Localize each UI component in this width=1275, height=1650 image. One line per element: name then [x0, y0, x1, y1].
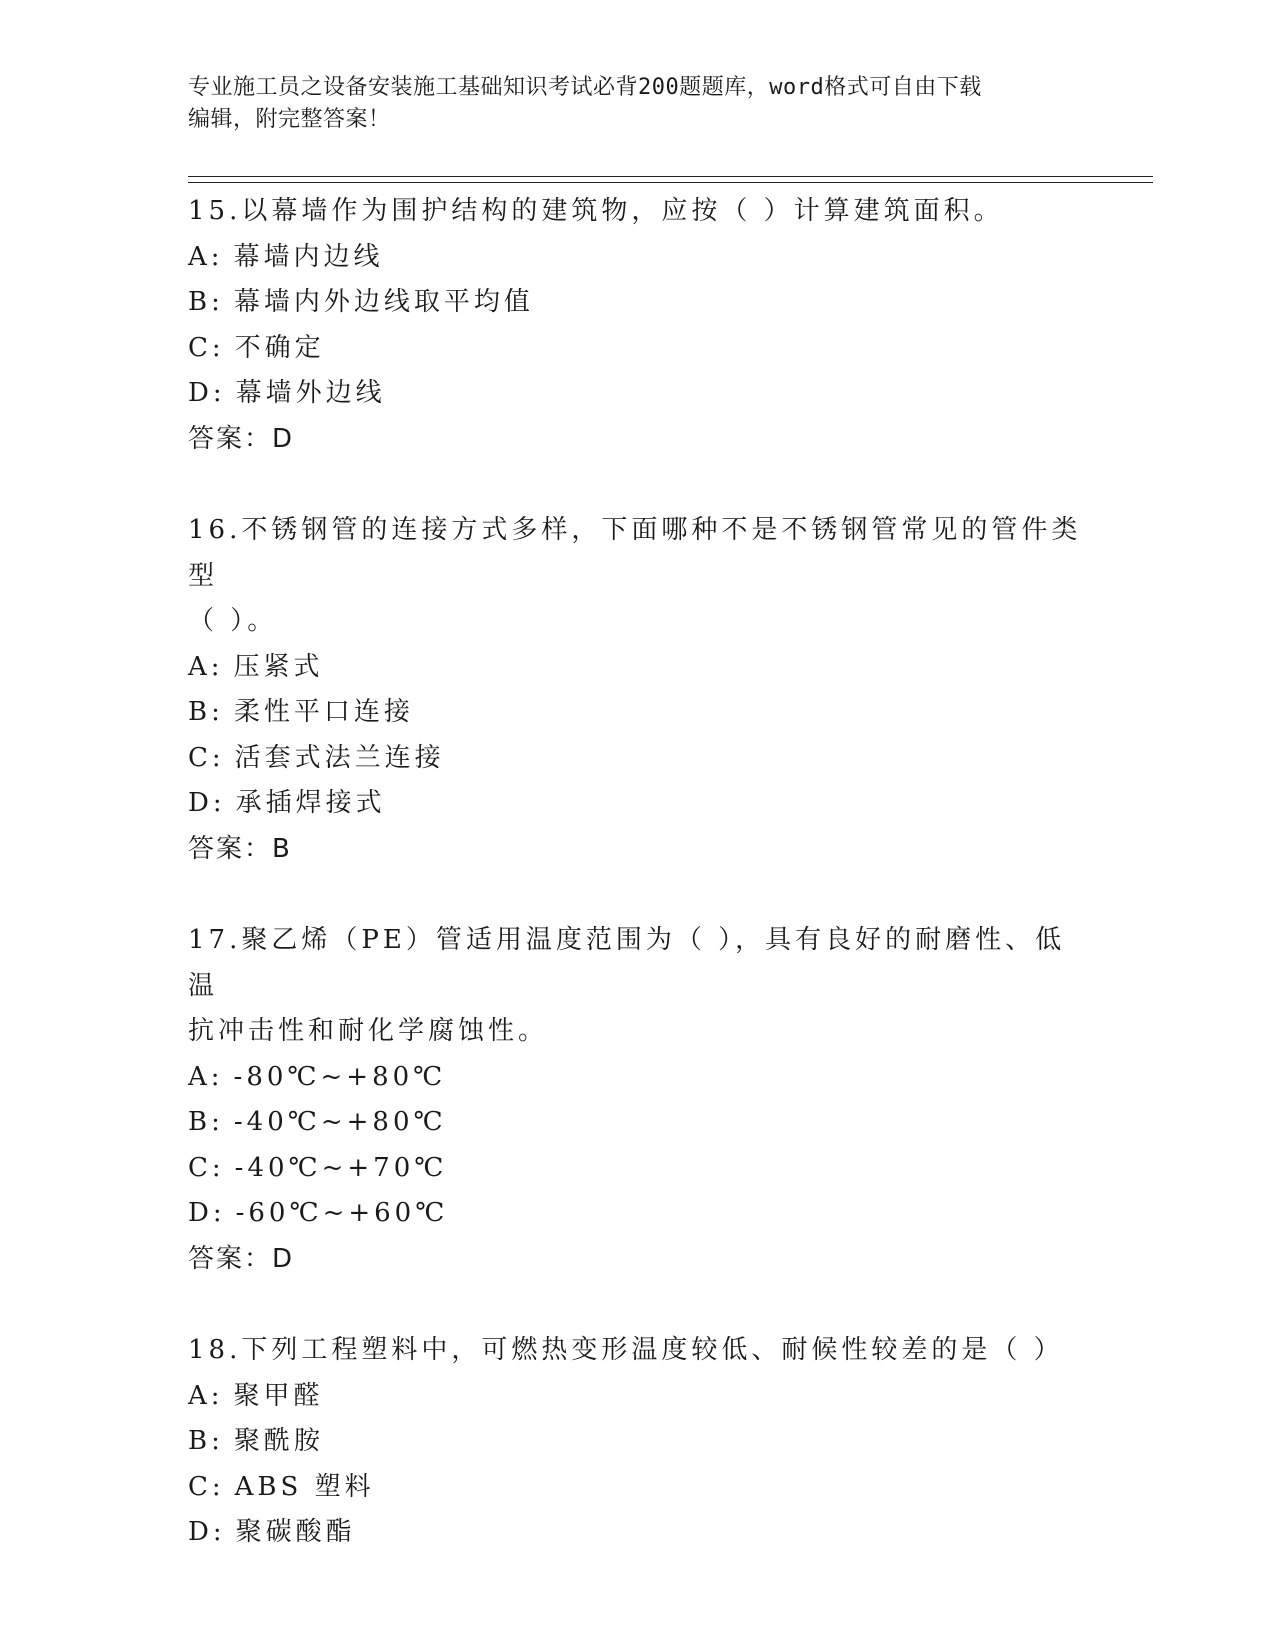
answer-label: 答案：D — [188, 1243, 295, 1274]
option-key: D: — [188, 378, 226, 408]
option-d — [188, 371, 1088, 417]
option-key: A: — [188, 1380, 224, 1411]
option-key: A: — [188, 651, 224, 682]
option-key: A: — [188, 241, 224, 272]
option-c — [188, 1146, 1088, 1192]
option-key: D: — [188, 1198, 226, 1228]
option-key: C: — [188, 742, 225, 773]
option-c — [188, 326, 1088, 372]
option-text: 幕墙内外边线取平均值 — [233, 287, 534, 317]
option-text: -80℃~+80℃ — [233, 1061, 447, 1092]
option-text: -40℃~+80℃ — [233, 1107, 447, 1137]
option-a — [188, 645, 1088, 691]
option-a — [188, 235, 1088, 281]
option-text: 聚碳酸酯 — [235, 1517, 356, 1547]
option-key: C: — [188, 332, 225, 363]
question-stem-continued: （ ）。 — [188, 606, 278, 636]
question-16 — [188, 508, 1088, 872]
option-d — [188, 1510, 1088, 1556]
option-text: 承插焊接式 — [235, 788, 386, 818]
option-text: 聚酰胺 — [233, 1426, 324, 1456]
option-key: B: — [188, 697, 224, 727]
header-divider-bottom — [188, 182, 1153, 183]
question-stem: 15.以幕墙作为围护结构的建筑物，应按（ ）计算建筑面积。 — [188, 196, 1004, 226]
option-key: B: — [188, 1107, 224, 1137]
option-key: C: — [188, 1152, 225, 1183]
option-key: C: — [188, 1471, 225, 1502]
question-stem-continued: 抗冲击性和耐化学腐蚀性。 — [188, 1016, 549, 1046]
question-17 — [188, 918, 1088, 1282]
option-text: 活套式法兰连接 — [234, 742, 445, 773]
question-stem: 16.不锈钢管的连接方式多样，下面哪种不是不锈钢管常见的管件类型 — [188, 515, 1082, 591]
option-a — [188, 1374, 1088, 1420]
document-header — [188, 72, 1088, 136]
option-b — [188, 1100, 1088, 1146]
question-list — [188, 189, 1088, 1602]
option-b — [188, 1419, 1088, 1465]
option-text: 柔性平口连接 — [233, 697, 414, 727]
option-text: ABS 塑料 — [234, 1471, 375, 1502]
option-text: -60℃~+60℃ — [235, 1198, 449, 1228]
option-d — [188, 781, 1088, 827]
option-a — [188, 1055, 1088, 1101]
option-key: B: — [188, 1426, 224, 1456]
option-key: D: — [188, 1517, 226, 1547]
question-stem: 17.聚乙烯（PE）管适用温度范围为（ ），具有良好的耐磨性、低温 — [188, 925, 1066, 1001]
header-line-1: 专业施工员之设备安装施工基础知识考试必背200题题库，word格式可自由下载 — [188, 75, 982, 100]
option-d — [188, 1191, 1088, 1237]
option-text: 幕墙外边线 — [235, 378, 386, 408]
option-text: 不确定 — [234, 332, 325, 363]
question-18 — [188, 1328, 1088, 1556]
question-15 — [188, 189, 1088, 462]
option-c — [188, 736, 1088, 782]
option-key: A: — [188, 1061, 224, 1092]
option-key: D: — [188, 788, 226, 818]
option-text: 压紧式 — [233, 651, 324, 682]
question-stem: 18.下列工程塑料中，可燃热变形温度较低、耐候性较差的是（ ） — [188, 1335, 1064, 1365]
header-line-2: 编辑，附完整答案！ — [188, 107, 391, 132]
option-key: B: — [188, 287, 224, 317]
answer-label: 答案：B — [188, 833, 292, 864]
option-b — [188, 280, 1088, 326]
option-b — [188, 690, 1088, 736]
option-c — [188, 1465, 1088, 1511]
answer-label: 答案：D — [188, 423, 295, 454]
option-text: 幕墙内边线 — [233, 241, 384, 272]
header-divider-top — [188, 176, 1153, 177]
option-text: 聚甲醛 — [233, 1380, 324, 1411]
option-text: -40℃~+70℃ — [234, 1152, 448, 1183]
